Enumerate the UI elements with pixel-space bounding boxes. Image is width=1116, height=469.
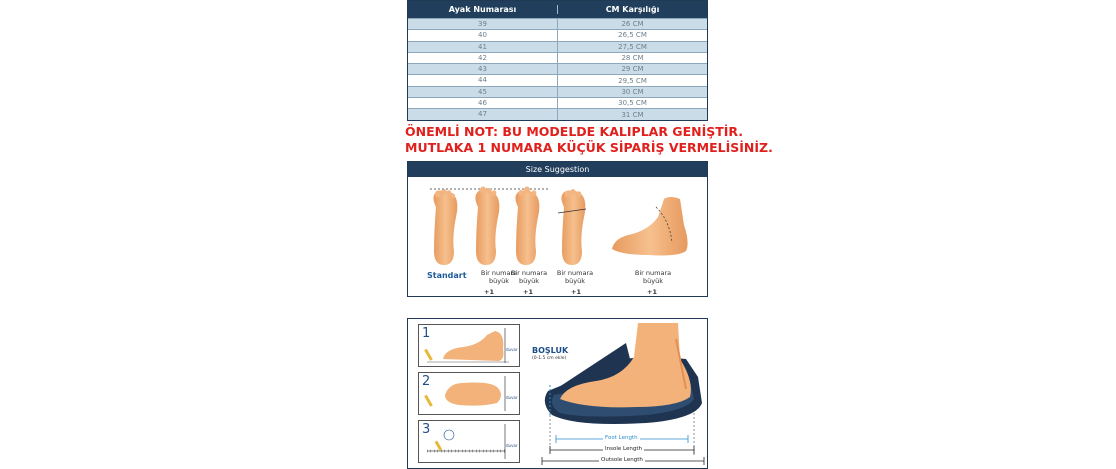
size-table [407, 0, 708, 121]
size-row-shoe-size: 46 [408, 98, 558, 108]
size-suggestion-title: Size Suggestion [408, 162, 707, 177]
size-row [408, 41, 707, 52]
outsole-length-label: Outsole Length [601, 457, 643, 463]
size-row-shoe-size: 43 [408, 64, 558, 74]
foot-length-label: Foot Length [605, 435, 638, 441]
header-cm: CM Karşılığı [605, 5, 660, 14]
plus-one-2: +1 [523, 288, 533, 296]
plus-one-1: +1 [484, 288, 494, 296]
size-row-cm: 29 CM [621, 65, 644, 74]
size-row-cm: 29,5 CM [618, 76, 647, 85]
size-suggestion-panel [407, 161, 708, 297]
step-1-number: 1 [422, 326, 431, 341]
wall-label-3: duvar [506, 443, 518, 448]
size-row-cm: 26 CM [621, 20, 644, 29]
step-3-number: 3 [422, 422, 431, 437]
step-3 [418, 420, 520, 463]
size-row [408, 29, 707, 40]
size-row-cm: 26,5 CM [618, 31, 647, 40]
foot-bigger-2 [515, 187, 539, 266]
size-row-cm: 30,5 CM [618, 99, 647, 108]
label-bigger-1: Bir numara büyük [480, 269, 518, 285]
size-row-shoe-size: 39 [408, 19, 558, 29]
label-bigger-3: Bir numara büyük [556, 269, 594, 285]
size-row [408, 18, 707, 29]
size-row-cm: 30 CM [621, 87, 644, 96]
size-row-cm: 28 CM [621, 54, 644, 63]
label-bigger-2: Bir numara büyük [510, 269, 548, 285]
size-row [408, 63, 707, 74]
size-row [408, 108, 707, 119]
size-row-cm: 31 CM [621, 110, 644, 119]
foot-bigger-1 [475, 187, 499, 266]
size-table-body [408, 18, 707, 120]
size-row [408, 97, 707, 108]
important-note-line-1: ÖNEMLİ NOT: BU MODELDE KALIPLAR GENİŞTİR. [405, 124, 744, 139]
plus-one-4: +1 [647, 288, 657, 296]
step-2-number: 2 [422, 374, 431, 389]
size-table-header [408, 1, 707, 18]
size-row-cm: 27,5 CM [618, 42, 647, 51]
size-row-shoe-size: 47 [408, 109, 558, 119]
size-row [408, 86, 707, 97]
size-row [408, 74, 707, 85]
size-row [408, 52, 707, 63]
size-row-shoe-size: 45 [408, 87, 558, 97]
gap-subtitle: (0-1.5 cm ekle) [532, 356, 567, 361]
label-standard: Standart [427, 271, 467, 280]
size-row-shoe-size: 40 [408, 30, 558, 40]
measurement-panel [407, 318, 708, 469]
insole-length-label: Insole Length [605, 446, 642, 452]
foot-side-view [612, 197, 688, 256]
wall-label-2: duvar [506, 395, 518, 400]
step-2 [418, 372, 520, 415]
header-shoe-size: Ayak Numarası [408, 5, 558, 14]
size-row-shoe-size: 41 [408, 42, 558, 52]
plus-one-3: +1 [571, 288, 581, 296]
gap-title: BOŞLUK [532, 346, 569, 355]
foot-bigger-3 [558, 189, 586, 265]
label-bigger-4: Bir numara büyük [634, 269, 672, 285]
size-row-shoe-size: 44 [408, 75, 558, 85]
wall-label-1: duvar [506, 347, 518, 352]
step-1 [418, 324, 520, 367]
foot-standard [433, 189, 457, 265]
foot-illustrations [408, 177, 707, 277]
important-note-line-2: MUTLAKA 1 NUMARA KÜÇÜK SİPARİŞ VERMELİSİNİZ. [405, 140, 773, 155]
size-row-shoe-size: 42 [408, 53, 558, 63]
